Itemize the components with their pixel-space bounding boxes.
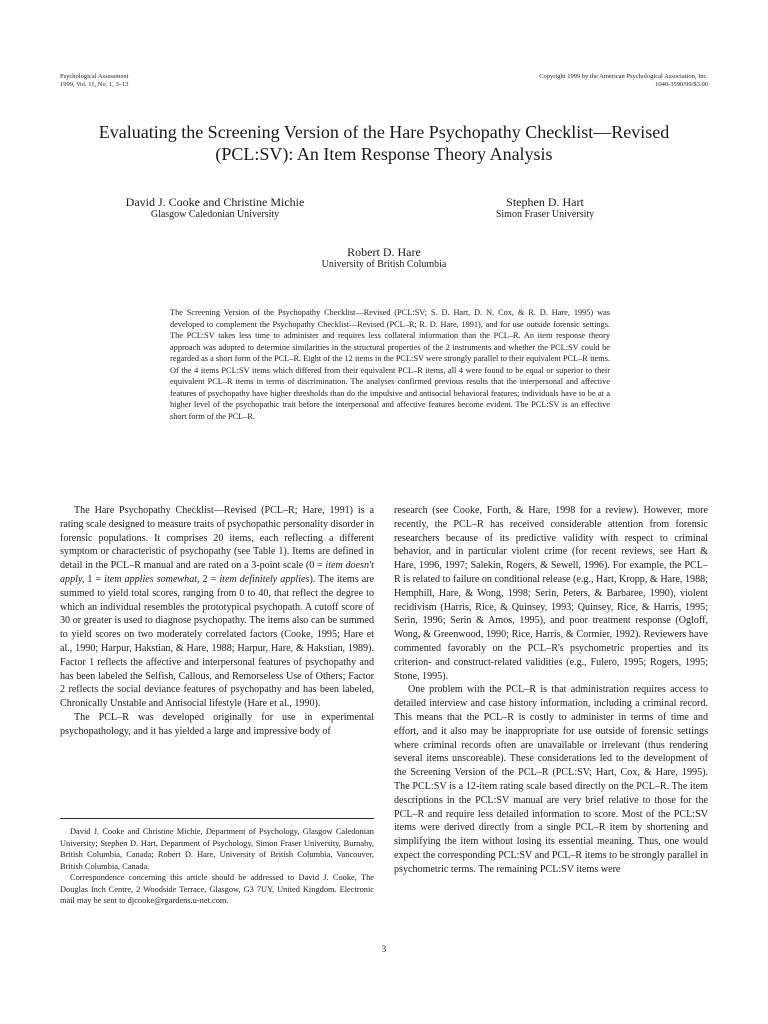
- author-block-2: [460, 195, 630, 221]
- italic-run: item doesn't apply,: [60, 560, 374, 585]
- text-run: 1 =: [84, 573, 105, 585]
- journal-name: Psychological Assessment: [60, 73, 129, 80]
- body-column-left: [60, 504, 374, 739]
- body-paragraph: research (see Cooke, Forth, & Hare, 1998 for a review). However, more recently, the PCL–R has received considerable attention from forensic researchers because of its predictive validity with respect to criminal behavior, and in particular violent crime (for recent reviews, see Hart & Hare, 1996, 1997; Salekin, Rogers, & Sewell, 1996). For example, the PCL–R is related to failure on conditional release (e.g., Hart, Kropp, & Hare, 1988; Hemphill, Hare, & Wong, 1998; Serin, Peters, & Barbaree, 1990), violent recidivism (Harris, Rice, & Quinsey, 1993; Quinsey, Rice, & Harris, 1995; Serin, 1996; Serin & Amos, 1995), and poor treatment response (Ogloff, Wong, & Greenwood, 1990; Rice, Harris, & Cormier, 1992). Reviewers have commented favorably on the PCL–R's psychometric properties and its criterion- and construct-related validities (e.g., Fulero, 1995; Rogers, 1995; Stone, 1995).: [394, 505, 708, 682]
- article-title: Evaluating the Screening Version of the Hare Psychopathy Checklist—Revised (PCL:SV): An Item Response Theory Analysis: [98, 122, 670, 164]
- author-name: Robert D. Hare: [347, 245, 421, 259]
- footnotes: [60, 826, 374, 907]
- author-affiliation: Glasgow Caledonian University: [150, 209, 280, 220]
- text-run: The Hare Psychopathy Checklist—Revised (PCL–R; Hare, 1991) is a rating scale designed to measure traits of psychopathic personality disorder in forensic populations. It comprises 20 items, each reflecting a different symptom or characteristic of psychopathy (see Table 1). Items are defined in detail in the PCL–R manual and are rated on a 3-point scale (0 =: [60, 505, 374, 572]
- author-affiliation: University of British Columbia: [321, 259, 447, 270]
- body-paragraph: The PCL–R was developed originally for use in experimental psychopathology, and it has yielded a large and impressive body of: [60, 711, 374, 737]
- copyright-line: Copyright 1999 by the American Psychological Association, Inc.: [539, 73, 708, 80]
- journal-volume: 1999, Vol. 11, No. 1, 3–13: [60, 81, 129, 88]
- author-block-1: [100, 195, 330, 221]
- issn-line: 1040-3590/99/$3.00: [655, 81, 708, 88]
- abstract: The Screening Version of the Psychopathy Checklist—Revised (PCL:SV; S. D. Hart, D. N. Cox, & R. D. Hare, 1995) was developed to complement the Psychopathy Checklist—Revised (PCL–R; R. D. Hare, 1991), and for use outside forensic settings. The PCL:SV takes less time to administer and requires less collateral information than the PCL–R. An item response theory approach was adopted to determine similarities in the structural properties of the 2 instruments and whether the PCL:SV could be regarded as a short form of the PCL–R. Eight of the 12 items in the PCL:SV were strongly parallel to their equivalent PCL–R items. Of the 4 items PCL:SV items which differed from their equivalent PCL–R items, all 4 were found to be equal or superior to their equivalent PCL–R items in terms of discrimination. The analyses confirmed previous results that the interpersonal and affective features of psychopathy have higher thresholds than do the impulsive and antisocial behavioral features; individuals have to be at a higher level of the psychopathic trait before the interpersonal and affective features become evident. The PCL:SV is an effective short form of the PCL–R.: [170, 308, 610, 421]
- page-number: 3: [381, 944, 387, 954]
- text-run: ). The items are summed to yield total scores, ranging from 0 to 40, that reflect the degree to which an individual resembles the prototypical psychopath. A cutoff score of 30 or greater is used to diagnose psychopathy. The items also can be summed to yield scores on two moderately correlated factors (Cooke, 1995; Hare et al., 1990; Harpur, Hakstian, & Hare, 1988; Harpur, Hare, & Hakstian, 1989). Factor 1 reflects the affective and interpersonal features of psychopathy and has been labeled the Selfish, Callous, and Remorseless Use of Others; Factor 2 reflects the social deviance features of psychopathy and has been labeled, Chronically Unstable and Antisocial lifestyle (Hare et al., 1990).: [60, 573, 375, 710]
- author-note: David J. Cooke and Christine Michie, Department of Psychology, Glasgow Caledonian University; Stephen D. Hart, Department of Psychology, Simon Fraser University, Burnaby, British Columbia, Canada; Robert D. Hare, University of British Columbia, Vancouver, British Columbia, Canada.: [60, 827, 374, 871]
- author-block-3: [284, 245, 484, 271]
- correspondence-note: Correspondence concerning this article should be addressed to David J. Cooke, The Douglas Inch Centre, 2 Woodside Terrace, Glasgow, G3 7UY, United Kingdom. Electronic mail may be sent to djcooke@rgardens.u-net.com.: [60, 873, 374, 905]
- author-name: David J. Cooke and Christine Michie: [125, 195, 305, 209]
- journal-citation: [60, 73, 129, 89]
- author-name: Stephen D. Hart: [506, 195, 584, 209]
- footnote-divider: [60, 818, 374, 819]
- author-affiliation: Simon Fraser University: [495, 209, 595, 220]
- copyright-notice: [539, 73, 708, 89]
- body-paragraph: One problem with the PCL–R is that administration requires access to detailed interview and case history information, including a criminal record. This means that the PCL–R is costly to administer in terms of time and effort, and it also may be inappropriate for use outside of forensic settings where criminal records often are unavailable or irrelevant (thus rendering several items unscoreable). These considerations led to the development of the Screening Version of the PCL–R (PCL:SV; Hart, Cox, & Hare, 1995). The PCL:SV is a 12-item rating scale based directly on the PCL–R. The item descriptions in the PCL:SV manual are very brief relative to those for the PCL–R and require less detailed information to score. Most of the PCL:SV items were derived directly from a single PCL–R item by shortening and simplifying the item without losing its essential meaning. Thus, one would expect the corresponding PCL:SV and PCL–R items to be strongly parallel in psychometric terms. The remaining PCL:SV items were: [394, 684, 708, 875]
- body-paragraph: [60, 504, 374, 711]
- italic-run: item applies somewhat,: [104, 573, 200, 585]
- italic-run: item definitely applies: [219, 573, 310, 585]
- body-column-right: [394, 504, 708, 877]
- text-run: 2 =: [199, 573, 220, 585]
